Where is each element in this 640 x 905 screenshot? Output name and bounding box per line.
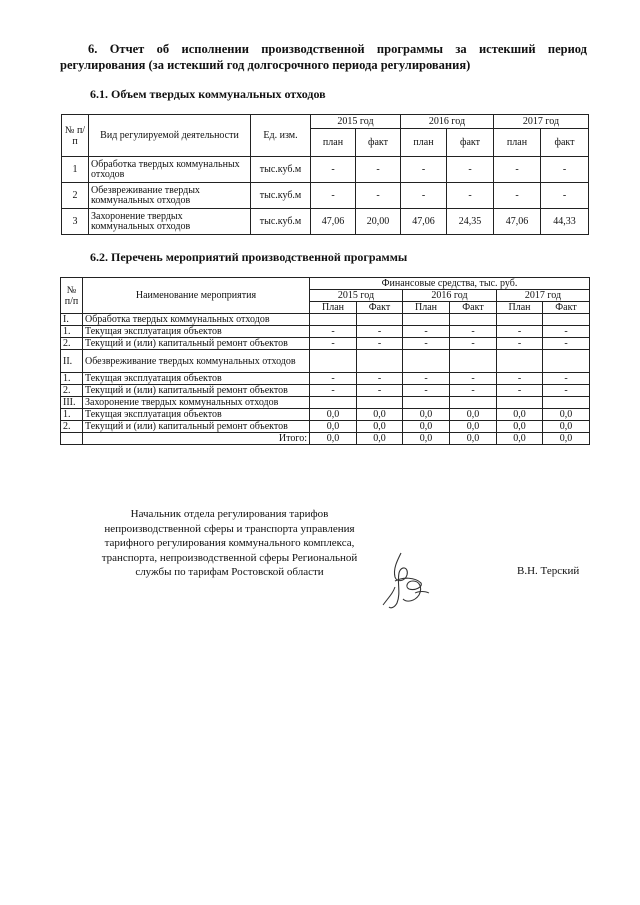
cell-value: - [497, 338, 543, 350]
cell-value: - [310, 338, 357, 350]
table-row [62, 209, 589, 235]
row-num: 3 [62, 209, 89, 235]
cell-value: 0,0 [543, 421, 590, 433]
cell-value: 0,0 [357, 421, 403, 433]
cell-value: - [311, 183, 356, 209]
table-row [61, 373, 590, 385]
header-plan: план [494, 129, 541, 157]
cell-value: 0,0 [310, 433, 357, 445]
total-row [61, 433, 590, 445]
row-num: 2. [61, 338, 83, 350]
cell-value [310, 350, 357, 373]
header-fact: факт [541, 129, 589, 157]
cell-value: - [357, 338, 403, 350]
cell-value: 47,06 [494, 209, 541, 235]
cell-value: - [450, 385, 497, 397]
row-name: Обезвреживание твердых коммунальных отходов [89, 183, 251, 209]
section-6-2-title: 6.2. Перечень мероприятий производственной программы [90, 250, 408, 264]
section-6-heading-line1: 6. Отчет об исполнении производственной программы за истекший период [88, 42, 587, 56]
row-name: Захоронение твердых коммунальных отходов [89, 209, 251, 235]
row-name: Захоронение твердых коммунальных отходов [83, 397, 310, 409]
cell-value [543, 350, 590, 373]
section-6-heading [60, 41, 587, 73]
cell-value: - [403, 385, 450, 397]
cell-value: - [401, 183, 447, 209]
cell-value: - [494, 157, 541, 183]
cell-value: 47,06 [311, 209, 356, 235]
cell-value: 0,0 [403, 421, 450, 433]
cell-value: - [403, 338, 450, 350]
row-num: 1. [61, 326, 83, 338]
row-name: Текущий и (или) капитальный ремонт объектов [83, 338, 310, 350]
cell-value: 0,0 [543, 433, 590, 445]
cell-value: - [310, 373, 357, 385]
header-year-2016: 2016 год [403, 290, 497, 302]
cell-value: - [450, 373, 497, 385]
row-num: 2. [61, 385, 83, 397]
cell-value: - [494, 183, 541, 209]
cell-value: - [543, 385, 590, 397]
position-line: Начальник отдела регулирования тарифов [130, 508, 329, 520]
cell-value: 0,0 [310, 421, 357, 433]
cell-value: - [357, 373, 403, 385]
row-name: Текущая эксплуатация объектов [83, 326, 310, 338]
cell-value: - [311, 157, 356, 183]
signatory-position [82, 507, 377, 580]
cell-value: - [447, 183, 494, 209]
cell-value: 47,06 [401, 209, 447, 235]
cell-value: - [357, 326, 403, 338]
header-plan: План [497, 302, 543, 314]
table-row [61, 397, 590, 409]
signatory-name: В.Н. Терский [517, 565, 580, 577]
header-year-2016: 2016 год [401, 115, 494, 129]
table-row [61, 326, 590, 338]
row-unit: тыс.куб.м [251, 157, 311, 183]
cell-value: - [356, 183, 401, 209]
table-row [61, 314, 590, 326]
section-6-1-title: 6.1. Объем твердых коммунальных отходов [90, 87, 326, 101]
cell-value: - [450, 338, 497, 350]
program-measures-table [60, 277, 590, 445]
position-line: службы по тарифам Ростовской области [135, 566, 324, 578]
cell-value [357, 397, 403, 409]
header-fact: факт [356, 129, 401, 157]
cell-value [357, 314, 403, 326]
cell-value: 20,00 [356, 209, 401, 235]
cell-value: - [543, 373, 590, 385]
cell-value [310, 397, 357, 409]
table-row [62, 183, 589, 209]
cell-value: - [310, 385, 357, 397]
row-name: Обработка твердых коммунальных отходов [89, 157, 251, 183]
position-line: транспорта, непроизводственной сферы Региональной [101, 551, 358, 564]
cell-value: - [403, 326, 450, 338]
cell-value: 0,0 [450, 433, 497, 445]
row-num: I. [61, 314, 83, 326]
row-name: Текущий и (или) капитальный ремонт объектов [83, 385, 310, 397]
header-plan: План [403, 302, 450, 314]
cell-value: 0,0 [497, 421, 543, 433]
row-num: 1. [61, 373, 83, 385]
cell-value: 24,35 [447, 209, 494, 235]
section-6-heading-line2: регулирования (за истекший год долгосрочного периода регулирования) [60, 58, 471, 72]
cell-value [357, 350, 403, 373]
handwritten-signature [375, 547, 435, 613]
header-year-2017: 2017 год [497, 290, 590, 302]
cell-value: 0,0 [357, 409, 403, 421]
header-activity: Вид регулируемой деятельности [89, 115, 251, 157]
row-num: III. [61, 397, 83, 409]
header-unit: Ед. изм. [251, 115, 311, 157]
cell-value [403, 397, 450, 409]
table-row [61, 338, 590, 350]
cell-value: - [447, 157, 494, 183]
row-name: Текущая эксплуатация объектов [83, 373, 310, 385]
cell-value: 0,0 [543, 409, 590, 421]
total-num [61, 433, 83, 445]
row-name: Обезвреживание твердых коммунальных отходов [83, 350, 310, 373]
cell-value [403, 350, 450, 373]
cell-value: - [403, 373, 450, 385]
cell-value: 0,0 [403, 409, 450, 421]
cell-value [543, 397, 590, 409]
cell-value: - [310, 326, 357, 338]
row-num: II. [61, 350, 83, 373]
table-row [61, 385, 590, 397]
table-row [61, 350, 590, 373]
cell-value: - [356, 157, 401, 183]
cell-value: 0,0 [450, 409, 497, 421]
cell-value: - [543, 326, 590, 338]
header-name: Наименование мероприятия [83, 278, 310, 314]
row-name: Текущий и (или) капитальный ремонт объектов [83, 421, 310, 433]
cell-value [310, 314, 357, 326]
row-num: 1. [61, 409, 83, 421]
header-finance: Финансовые средства, тыс. руб. [310, 278, 590, 290]
table-row [61, 409, 590, 421]
row-num: 2. [61, 421, 83, 433]
cell-value: 0,0 [403, 433, 450, 445]
cell-value [403, 314, 450, 326]
header-year-2017: 2017 год [494, 115, 589, 129]
header-fact: Факт [450, 302, 497, 314]
cell-value [450, 314, 497, 326]
cell-value [497, 350, 543, 373]
header-plan: план [311, 129, 356, 157]
table-row [62, 157, 589, 183]
cell-value [450, 350, 497, 373]
waste-volume-table [61, 114, 589, 235]
cell-value: - [450, 326, 497, 338]
cell-value [497, 314, 543, 326]
header-fact: факт [447, 129, 494, 157]
table-row [61, 421, 590, 433]
cell-value: - [401, 157, 447, 183]
cell-value: - [497, 326, 543, 338]
position-line: непроизводственной сферы и транспорта управления [104, 522, 355, 535]
total-label: Итого: [83, 433, 310, 445]
header-fact: Факт [357, 302, 403, 314]
cell-value: 0,0 [497, 433, 543, 445]
cell-value: - [357, 385, 403, 397]
header-plan: План [310, 302, 357, 314]
cell-value: 44,33 [541, 209, 589, 235]
header-year-2015: 2015 год [311, 115, 401, 129]
row-unit: тыс.куб.м [251, 209, 311, 235]
header-num: № п/п [61, 278, 83, 314]
cell-value [450, 397, 497, 409]
cell-value: - [541, 183, 589, 209]
header-year-2015: 2015 год [310, 290, 403, 302]
header-plan: план [401, 129, 447, 157]
cell-value: - [497, 373, 543, 385]
cell-value: 0,0 [357, 433, 403, 445]
cell-value [497, 397, 543, 409]
cell-value: 0,0 [450, 421, 497, 433]
row-name: Текущая эксплуатация объектов [83, 409, 310, 421]
header-fact: Факт [543, 302, 590, 314]
cell-value: - [543, 338, 590, 350]
position-line: тарифного регулирования коммунального комплекса, [104, 537, 355, 549]
cell-value: - [541, 157, 589, 183]
row-name: Обработка твердых коммунальных отходов [83, 314, 310, 326]
row-num: 1 [62, 157, 89, 183]
cell-value: 0,0 [310, 409, 357, 421]
header-num: № п/п [62, 115, 89, 157]
row-unit: тыс.куб.м [251, 183, 311, 209]
cell-value: - [497, 385, 543, 397]
cell-value: 0,0 [497, 409, 543, 421]
row-num: 2 [62, 183, 89, 209]
cell-value [543, 314, 590, 326]
